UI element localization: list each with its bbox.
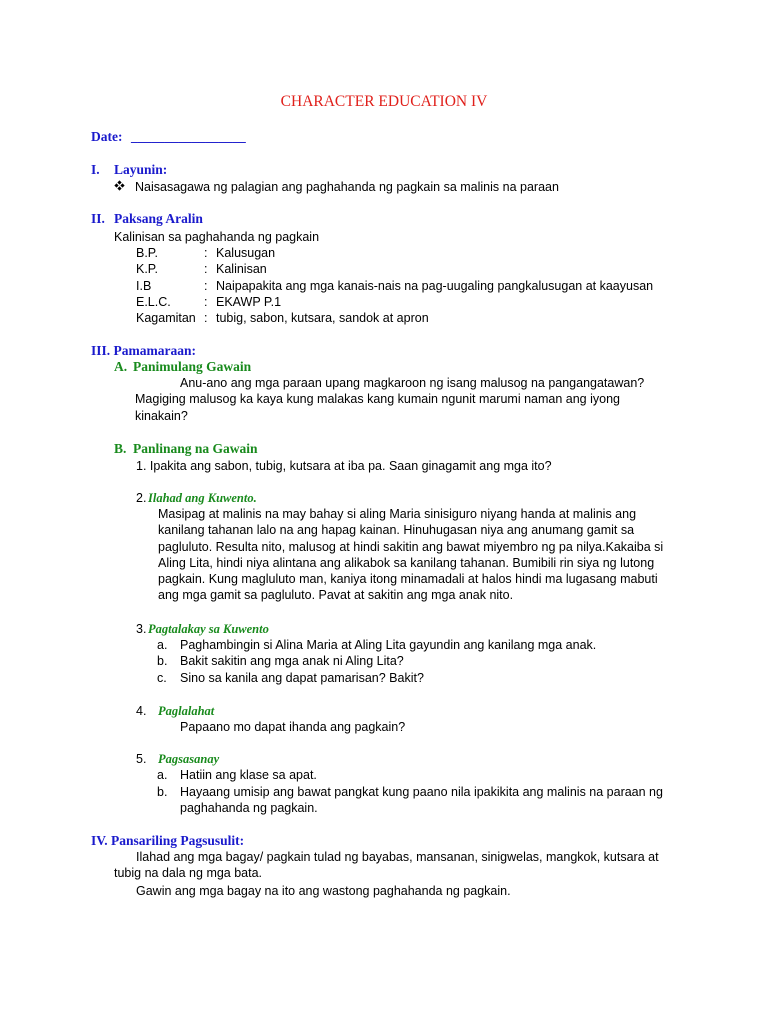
date-blank: _________________ (131, 129, 246, 144)
info-key: K.P. (136, 262, 159, 276)
panimula-paragraph (135, 375, 677, 424)
date-label: Date: (91, 129, 123, 144)
paragraph-line: Anu-ano ang mga paraan upang magkaroon ng isang malusog na pangangatawan? (180, 376, 645, 390)
info-key: B.P. (136, 246, 159, 260)
step-2-title: Ilahad ang Kuwento. (148, 491, 257, 505)
list-item: Sino sa kanila ang dapat pamarisan? Bakit? (180, 671, 424, 685)
step-4-title: Paglalahat (158, 704, 215, 718)
step-2-number: 2. (136, 491, 147, 505)
step-5-number: 5. (136, 752, 147, 766)
info-row (136, 294, 281, 310)
info-value: Kalusugan (216, 246, 276, 260)
info-colon: : (204, 279, 208, 293)
info-row (136, 261, 267, 277)
step-5-title: Pagsasanay (158, 752, 220, 766)
section-2-heading: Paksang Aralin (114, 211, 203, 226)
paragraph-line: ang mga gamit sa pagluluto. Pavat at sakitin ang mga anak nito. (158, 588, 514, 603)
objective-text: Naisasagawa ng palagian ang paghahanda ng pagkain sa malinis na paraan (135, 180, 559, 194)
section-1-heading: Layunin: (114, 162, 168, 177)
paragraph-line: Aling Lita, hindi niya alintana ang alikabok sa kanilang tahanan. Bumibili rin siya ng lutong (158, 555, 655, 570)
test-instruction: Gawin ang mga bagay na ito ang wastong paghahanda ng pagkain. (136, 884, 511, 898)
paragraph-line: pagkain. Kung magluluto man, kaniya itong minamadali at halos hindi ma lugasang mabuti (158, 572, 658, 587)
info-colon: : (204, 295, 208, 309)
info-row (136, 278, 653, 294)
paragraph-line: kinakain? (135, 408, 188, 423)
info-value: Naipapakita ang mga kanais-nais na pag-uugaling pangkalusugan at kaayusan (216, 279, 654, 293)
topic-text: Kalinisan sa paghahanda ng pagkain (114, 230, 320, 244)
info-colon: : (204, 246, 208, 260)
section-1-number: I. (91, 162, 100, 177)
step-3-title: Pagtalakay sa Kuwento (148, 622, 269, 636)
info-value: tubig, sabon, kutsara, sandok at apron (216, 311, 429, 325)
list-item: Bakit sakitin ang mga anak ni Aling Lita? (180, 654, 404, 668)
step-4-number: 4. (136, 704, 147, 718)
subsection-a-letter: A. (114, 359, 128, 374)
step-3-number: 3. (136, 622, 147, 636)
paragraph-line: Magiging malusog ka kaya kung malakas kang kumain ngunit marumi naman ang iyong (135, 392, 620, 407)
paragraph-line: Ilahad ang mga bagay/ pagkain tulad ng bayabas, mansanan, sinigwelas, mangkok, kutsara at (136, 850, 659, 864)
section-2-number: II. (91, 211, 105, 226)
list-letter: c. (157, 671, 167, 685)
paragraph-line: paghahanda ng pagkain. (180, 801, 318, 816)
info-value: Kalinisan (216, 262, 267, 276)
info-key: E.L.C. (136, 295, 171, 309)
info-row (136, 245, 275, 261)
info-key: I.B (136, 279, 152, 293)
list-letter: a. (157, 638, 168, 652)
section-4-heading: IV. Pansariling Pagsusulit: (91, 833, 245, 848)
info-value: EKAWP P.1 (216, 295, 282, 309)
list-letter: b. (157, 785, 168, 799)
info-colon: : (204, 311, 208, 325)
paragraph-line: Masipag at malinis na may bahay si aling Maria sinisiguro niyang handa at malinis ang (158, 507, 637, 521)
bullet-diamond-icon (116, 182, 123, 189)
step-1-text: 1. Ipakita ang sabon, tubig, kutsara at iba pa. Saan ginagamit ang mga ito? (136, 459, 552, 473)
list-letter: b. (157, 654, 168, 668)
list-item: Hatiin ang klase sa apat. (180, 768, 317, 782)
subsection-b-title: Panlinang na Gawain (133, 441, 258, 456)
info-key: Kagamitan (136, 311, 196, 325)
paragraph-line: pagluluto. Resulta nito, malusog at hindi sakitin ang bawat miyembro ng pa nilya.Kakaiba si (158, 539, 664, 554)
story-paragraph (158, 506, 677, 604)
info-colon: : (204, 262, 208, 276)
list-item (180, 784, 677, 817)
subsection-a-title: Panimulang Gawain (133, 359, 252, 374)
paragraph-line: tubig na dala ng mga bata. (114, 866, 263, 881)
subsection-b-letter: B. (114, 441, 127, 456)
list-item: Paghambingin si Alina Maria at Aling Lita gayundin ang kanilang mga anak. (180, 638, 597, 652)
list-letter: a. (157, 768, 168, 782)
info-row (136, 310, 429, 326)
page-title: CHARACTER EDUCATION IV (280, 93, 488, 110)
section-3-heading: III. Pamamaraan: (91, 343, 196, 358)
test-paragraph (114, 849, 677, 882)
paragraph-line: Hayaang umisip ang bawat pangkat kung paano nila ipakikita ang malinis na paraan ng (180, 785, 663, 799)
step-4-question: Papaano mo dapat ihanda ang pagkain? (180, 720, 406, 734)
paragraph-line: kanilang tahanan lalo na ang hapag kainan. Hinuhugasan niya ang anumang gamit sa (158, 523, 635, 538)
